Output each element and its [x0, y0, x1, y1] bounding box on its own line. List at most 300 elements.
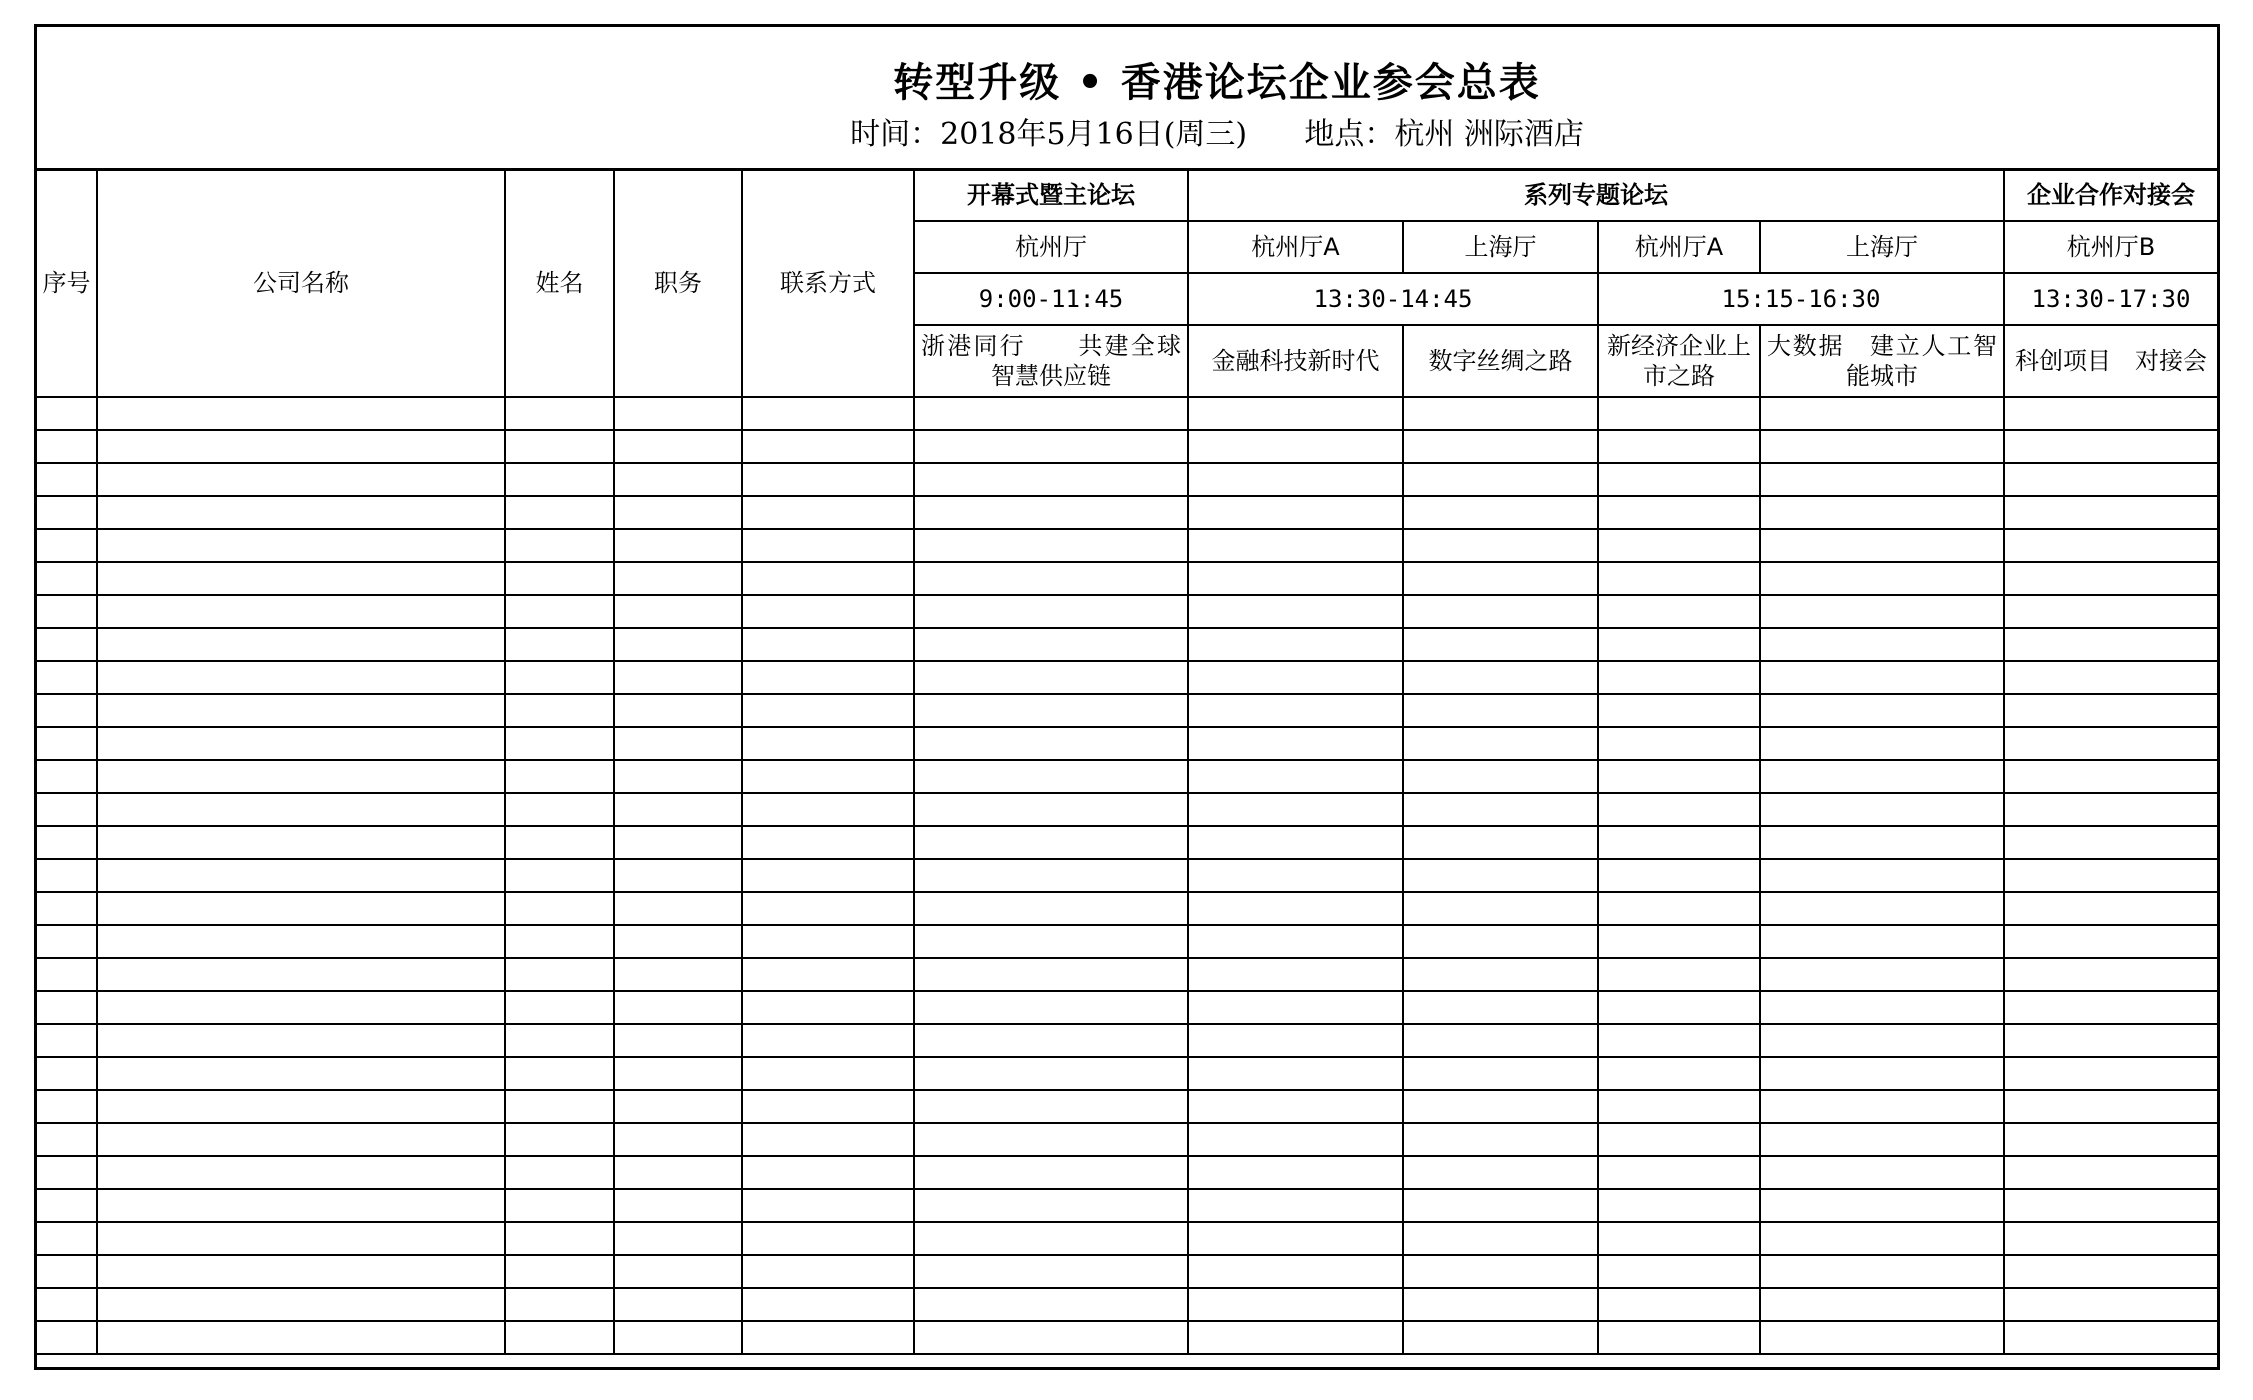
cell-position[interactable]: [614, 925, 742, 958]
cell-contact[interactable]: [742, 826, 914, 859]
cell-fintech[interactable]: [1188, 397, 1403, 430]
cell-fintech[interactable]: [1188, 859, 1403, 892]
cell-ipo[interactable]: [1598, 760, 1760, 793]
cell-silk-road[interactable]: [1403, 430, 1598, 463]
cell-ipo[interactable]: [1598, 1156, 1760, 1189]
cell-opening[interactable]: [914, 463, 1188, 496]
cell-name[interactable]: [505, 727, 614, 760]
cell-fintech[interactable]: [1188, 1090, 1403, 1123]
cell-contact[interactable]: [742, 628, 914, 661]
cell-silk-road[interactable]: [1403, 1123, 1598, 1156]
cell-seq[interactable]: [37, 1156, 97, 1189]
cell-contact[interactable]: [742, 661, 914, 694]
cell-seq[interactable]: [37, 1057, 97, 1090]
cell-position[interactable]: [614, 727, 742, 760]
cell-matching[interactable]: [2004, 496, 2217, 529]
cell-ai-city[interactable]: [1760, 463, 2004, 496]
cell-ai-city[interactable]: [1760, 925, 2004, 958]
cell-ai-city[interactable]: [1760, 661, 2004, 694]
cell-company[interactable]: [97, 562, 505, 595]
cell-ipo[interactable]: [1598, 892, 1760, 925]
cell-ai-city[interactable]: [1760, 1222, 2004, 1255]
cell-silk-road[interactable]: [1403, 760, 1598, 793]
cell-silk-road[interactable]: [1403, 859, 1598, 892]
cell-position[interactable]: [614, 1222, 742, 1255]
cell-silk-road[interactable]: [1403, 1255, 1598, 1288]
cell-company[interactable]: [97, 661, 505, 694]
cell-ipo[interactable]: [1598, 925, 1760, 958]
cell-matching[interactable]: [2004, 430, 2217, 463]
cell-silk-road[interactable]: [1403, 661, 1598, 694]
cell-opening[interactable]: [914, 826, 1188, 859]
cell-silk-road[interactable]: [1403, 463, 1598, 496]
cell-seq[interactable]: [37, 463, 97, 496]
cell-position[interactable]: [614, 661, 742, 694]
cell-contact[interactable]: [742, 595, 914, 628]
cell-fintech[interactable]: [1188, 1057, 1403, 1090]
cell-ipo[interactable]: [1598, 1189, 1760, 1222]
cell-seq[interactable]: [37, 958, 97, 991]
cell-ipo[interactable]: [1598, 1057, 1760, 1090]
cell-opening[interactable]: [914, 496, 1188, 529]
cell-silk-road[interactable]: [1403, 1288, 1598, 1321]
cell-ipo[interactable]: [1598, 1222, 1760, 1255]
cell-fintech[interactable]: [1188, 1288, 1403, 1321]
cell-silk-road[interactable]: [1403, 991, 1598, 1024]
cell-ipo[interactable]: [1598, 1288, 1760, 1321]
cell-fintech[interactable]: [1188, 760, 1403, 793]
cell-fintech[interactable]: [1188, 1189, 1403, 1222]
cell-ipo[interactable]: [1598, 859, 1760, 892]
cell-ai-city[interactable]: [1760, 1090, 2004, 1123]
cell-opening[interactable]: [914, 562, 1188, 595]
cell-silk-road[interactable]: [1403, 727, 1598, 760]
cell-ai-city[interactable]: [1760, 826, 2004, 859]
cell-contact[interactable]: [742, 1321, 914, 1354]
cell-company[interactable]: [97, 529, 505, 562]
cell-company[interactable]: [97, 628, 505, 661]
cell-name[interactable]: [505, 430, 614, 463]
cell-ai-city[interactable]: [1760, 1057, 2004, 1090]
cell-matching[interactable]: [2004, 991, 2217, 1024]
cell-contact[interactable]: [742, 958, 914, 991]
cell-fintech[interactable]: [1188, 1024, 1403, 1057]
cell-ai-city[interactable]: [1760, 529, 2004, 562]
cell-ai-city[interactable]: [1760, 430, 2004, 463]
cell-opening[interactable]: [914, 1057, 1188, 1090]
cell-position[interactable]: [614, 1024, 742, 1057]
cell-position[interactable]: [614, 892, 742, 925]
cell-silk-road[interactable]: [1403, 397, 1598, 430]
cell-matching[interactable]: [2004, 958, 2217, 991]
cell-contact[interactable]: [742, 1189, 914, 1222]
cell-opening[interactable]: [914, 991, 1188, 1024]
cell-company[interactable]: [97, 1288, 505, 1321]
cell-silk-road[interactable]: [1403, 892, 1598, 925]
cell-company[interactable]: [97, 1090, 505, 1123]
cell-company[interactable]: [97, 925, 505, 958]
cell-name[interactable]: [505, 1288, 614, 1321]
cell-name[interactable]: [505, 991, 614, 1024]
cell-matching[interactable]: [2004, 397, 2217, 430]
cell-fintech[interactable]: [1188, 562, 1403, 595]
cell-opening[interactable]: [914, 1156, 1188, 1189]
cell-ai-city[interactable]: [1760, 727, 2004, 760]
cell-position[interactable]: [614, 1255, 742, 1288]
cell-seq[interactable]: [37, 859, 97, 892]
cell-name[interactable]: [505, 1090, 614, 1123]
cell-fintech[interactable]: [1188, 958, 1403, 991]
cell-contact[interactable]: [742, 1090, 914, 1123]
cell-ipo[interactable]: [1598, 1123, 1760, 1156]
cell-seq[interactable]: [37, 1288, 97, 1321]
cell-matching[interactable]: [2004, 727, 2217, 760]
cell-seq[interactable]: [37, 694, 97, 727]
cell-seq[interactable]: [37, 727, 97, 760]
cell-company[interactable]: [97, 1057, 505, 1090]
cell-contact[interactable]: [742, 496, 914, 529]
cell-silk-road[interactable]: [1403, 1156, 1598, 1189]
cell-company[interactable]: [97, 760, 505, 793]
cell-seq[interactable]: [37, 595, 97, 628]
cell-ai-city[interactable]: [1760, 1255, 2004, 1288]
cell-fintech[interactable]: [1188, 661, 1403, 694]
cell-ipo[interactable]: [1598, 496, 1760, 529]
cell-opening[interactable]: [914, 727, 1188, 760]
cell-contact[interactable]: [742, 1288, 914, 1321]
cell-contact[interactable]: [742, 925, 914, 958]
cell-company[interactable]: [97, 463, 505, 496]
cell-opening[interactable]: [914, 1255, 1188, 1288]
cell-name[interactable]: [505, 529, 614, 562]
cell-seq[interactable]: [37, 562, 97, 595]
cell-name[interactable]: [505, 1255, 614, 1288]
cell-position[interactable]: [614, 694, 742, 727]
cell-ai-city[interactable]: [1760, 628, 2004, 661]
cell-contact[interactable]: [742, 1222, 914, 1255]
cell-fintech[interactable]: [1188, 925, 1403, 958]
cell-fintech[interactable]: [1188, 694, 1403, 727]
cell-matching[interactable]: [2004, 661, 2217, 694]
cell-name[interactable]: [505, 463, 614, 496]
cell-fintech[interactable]: [1188, 529, 1403, 562]
cell-contact[interactable]: [742, 1057, 914, 1090]
cell-ai-city[interactable]: [1760, 760, 2004, 793]
cell-position[interactable]: [614, 562, 742, 595]
cell-matching[interactable]: [2004, 628, 2217, 661]
cell-name[interactable]: [505, 1123, 614, 1156]
cell-ipo[interactable]: [1598, 694, 1760, 727]
cell-ipo[interactable]: [1598, 562, 1760, 595]
cell-opening[interactable]: [914, 595, 1188, 628]
cell-opening[interactable]: [914, 430, 1188, 463]
cell-contact[interactable]: [742, 562, 914, 595]
cell-company[interactable]: [97, 826, 505, 859]
cell-company[interactable]: [97, 859, 505, 892]
cell-ipo[interactable]: [1598, 793, 1760, 826]
cell-ai-city[interactable]: [1760, 793, 2004, 826]
cell-matching[interactable]: [2004, 892, 2217, 925]
cell-position[interactable]: [614, 1057, 742, 1090]
cell-opening[interactable]: [914, 859, 1188, 892]
cell-opening[interactable]: [914, 1189, 1188, 1222]
cell-seq[interactable]: [37, 628, 97, 661]
cell-matching[interactable]: [2004, 595, 2217, 628]
cell-fintech[interactable]: [1188, 1156, 1403, 1189]
cell-ai-city[interactable]: [1760, 1123, 2004, 1156]
cell-opening[interactable]: [914, 925, 1188, 958]
cell-position[interactable]: [614, 1288, 742, 1321]
cell-ai-city[interactable]: [1760, 595, 2004, 628]
cell-ai-city[interactable]: [1760, 958, 2004, 991]
cell-silk-road[interactable]: [1403, 1024, 1598, 1057]
cell-silk-road[interactable]: [1403, 826, 1598, 859]
cell-position[interactable]: [614, 496, 742, 529]
cell-ipo[interactable]: [1598, 628, 1760, 661]
cell-position[interactable]: [614, 595, 742, 628]
cell-silk-road[interactable]: [1403, 793, 1598, 826]
cell-seq[interactable]: [37, 397, 97, 430]
cell-company[interactable]: [97, 991, 505, 1024]
cell-ipo[interactable]: [1598, 1321, 1760, 1354]
cell-seq[interactable]: [37, 991, 97, 1024]
cell-company[interactable]: [97, 727, 505, 760]
cell-ipo[interactable]: [1598, 727, 1760, 760]
cell-ai-city[interactable]: [1760, 496, 2004, 529]
cell-name[interactable]: [505, 661, 614, 694]
cell-company[interactable]: [97, 430, 505, 463]
cell-name[interactable]: [505, 496, 614, 529]
cell-ipo[interactable]: [1598, 991, 1760, 1024]
cell-fintech[interactable]: [1188, 1123, 1403, 1156]
cell-fintech[interactable]: [1188, 1321, 1403, 1354]
cell-opening[interactable]: [914, 1123, 1188, 1156]
cell-opening[interactable]: [914, 1024, 1188, 1057]
cell-company[interactable]: [97, 1321, 505, 1354]
cell-company[interactable]: [97, 793, 505, 826]
cell-fintech[interactable]: [1188, 991, 1403, 1024]
cell-silk-road[interactable]: [1403, 925, 1598, 958]
cell-silk-road[interactable]: [1403, 1189, 1598, 1222]
cell-fintech[interactable]: [1188, 595, 1403, 628]
cell-position[interactable]: [614, 991, 742, 1024]
cell-position[interactable]: [614, 628, 742, 661]
cell-ipo[interactable]: [1598, 529, 1760, 562]
cell-ai-city[interactable]: [1760, 892, 2004, 925]
cell-contact[interactable]: [742, 529, 914, 562]
cell-position[interactable]: [614, 1321, 742, 1354]
cell-name[interactable]: [505, 595, 614, 628]
cell-name[interactable]: [505, 925, 614, 958]
cell-company[interactable]: [97, 496, 505, 529]
cell-matching[interactable]: [2004, 1024, 2217, 1057]
cell-seq[interactable]: [37, 529, 97, 562]
cell-seq[interactable]: [37, 793, 97, 826]
cell-fintech[interactable]: [1188, 628, 1403, 661]
cell-matching[interactable]: [2004, 1156, 2217, 1189]
cell-seq[interactable]: [37, 1222, 97, 1255]
cell-matching[interactable]: [2004, 760, 2217, 793]
cell-opening[interactable]: [914, 661, 1188, 694]
cell-contact[interactable]: [742, 430, 914, 463]
cell-ipo[interactable]: [1598, 595, 1760, 628]
cell-silk-road[interactable]: [1403, 595, 1598, 628]
cell-seq[interactable]: [37, 925, 97, 958]
cell-ai-city[interactable]: [1760, 1189, 2004, 1222]
cell-opening[interactable]: [914, 793, 1188, 826]
cell-contact[interactable]: [742, 727, 914, 760]
cell-position[interactable]: [614, 529, 742, 562]
cell-company[interactable]: [97, 694, 505, 727]
cell-ai-city[interactable]: [1760, 562, 2004, 595]
cell-company[interactable]: [97, 397, 505, 430]
cell-silk-road[interactable]: [1403, 958, 1598, 991]
cell-position[interactable]: [614, 1123, 742, 1156]
cell-opening[interactable]: [914, 892, 1188, 925]
cell-company[interactable]: [97, 1255, 505, 1288]
cell-ipo[interactable]: [1598, 826, 1760, 859]
cell-name[interactable]: [505, 1156, 614, 1189]
cell-contact[interactable]: [742, 1255, 914, 1288]
cell-matching[interactable]: [2004, 1189, 2217, 1222]
cell-matching[interactable]: [2004, 1321, 2217, 1354]
cell-company[interactable]: [97, 958, 505, 991]
cell-seq[interactable]: [37, 430, 97, 463]
cell-ai-city[interactable]: [1760, 1024, 2004, 1057]
cell-contact[interactable]: [742, 463, 914, 496]
cell-contact[interactable]: [742, 991, 914, 1024]
cell-position[interactable]: [614, 430, 742, 463]
cell-position[interactable]: [614, 793, 742, 826]
cell-position[interactable]: [614, 958, 742, 991]
cell-contact[interactable]: [742, 793, 914, 826]
cell-silk-road[interactable]: [1403, 628, 1598, 661]
cell-company[interactable]: [97, 595, 505, 628]
cell-seq[interactable]: [37, 661, 97, 694]
cell-matching[interactable]: [2004, 1255, 2217, 1288]
cell-opening[interactable]: [914, 529, 1188, 562]
cell-matching[interactable]: [2004, 1057, 2217, 1090]
cell-contact[interactable]: [742, 694, 914, 727]
cell-silk-road[interactable]: [1403, 1057, 1598, 1090]
cell-position[interactable]: [614, 826, 742, 859]
cell-opening[interactable]: [914, 1321, 1188, 1354]
cell-seq[interactable]: [37, 1024, 97, 1057]
cell-company[interactable]: [97, 1222, 505, 1255]
cell-position[interactable]: [614, 859, 742, 892]
cell-fintech[interactable]: [1188, 892, 1403, 925]
cell-seq[interactable]: [37, 760, 97, 793]
cell-seq[interactable]: [37, 1189, 97, 1222]
cell-name[interactable]: [505, 760, 614, 793]
cell-name[interactable]: [505, 892, 614, 925]
cell-name[interactable]: [505, 793, 614, 826]
cell-opening[interactable]: [914, 760, 1188, 793]
cell-contact[interactable]: [742, 397, 914, 430]
cell-ai-city[interactable]: [1760, 1321, 2004, 1354]
cell-company[interactable]: [97, 1024, 505, 1057]
cell-contact[interactable]: [742, 1024, 914, 1057]
cell-seq[interactable]: [37, 1255, 97, 1288]
cell-ai-city[interactable]: [1760, 694, 2004, 727]
cell-silk-road[interactable]: [1403, 529, 1598, 562]
cell-position[interactable]: [614, 1189, 742, 1222]
cell-matching[interactable]: [2004, 925, 2217, 958]
cell-position[interactable]: [614, 397, 742, 430]
cell-name[interactable]: [505, 1321, 614, 1354]
cell-company[interactable]: [97, 1123, 505, 1156]
cell-contact[interactable]: [742, 892, 914, 925]
cell-matching[interactable]: [2004, 1222, 2217, 1255]
cell-matching[interactable]: [2004, 1288, 2217, 1321]
cell-contact[interactable]: [742, 1156, 914, 1189]
cell-matching[interactable]: [2004, 793, 2217, 826]
cell-name[interactable]: [505, 1057, 614, 1090]
cell-silk-road[interactable]: [1403, 1321, 1598, 1354]
cell-name[interactable]: [505, 1189, 614, 1222]
cell-ipo[interactable]: [1598, 463, 1760, 496]
cell-name[interactable]: [505, 397, 614, 430]
cell-silk-road[interactable]: [1403, 694, 1598, 727]
cell-matching[interactable]: [2004, 562, 2217, 595]
cell-fintech[interactable]: [1188, 1255, 1403, 1288]
cell-ai-city[interactable]: [1760, 991, 2004, 1024]
cell-seq[interactable]: [37, 892, 97, 925]
cell-opening[interactable]: [914, 694, 1188, 727]
cell-seq[interactable]: [37, 496, 97, 529]
cell-fintech[interactable]: [1188, 727, 1403, 760]
cell-contact[interactable]: [742, 760, 914, 793]
cell-position[interactable]: [614, 1090, 742, 1123]
cell-matching[interactable]: [2004, 529, 2217, 562]
cell-company[interactable]: [97, 1156, 505, 1189]
cell-company[interactable]: [97, 1189, 505, 1222]
cell-fintech[interactable]: [1188, 463, 1403, 496]
cell-company[interactable]: [97, 892, 505, 925]
cell-opening[interactable]: [914, 1222, 1188, 1255]
cell-contact[interactable]: [742, 859, 914, 892]
cell-ipo[interactable]: [1598, 397, 1760, 430]
cell-ai-city[interactable]: [1760, 1288, 2004, 1321]
cell-name[interactable]: [505, 859, 614, 892]
cell-ipo[interactable]: [1598, 1090, 1760, 1123]
cell-ai-city[interactable]: [1760, 859, 2004, 892]
cell-seq[interactable]: [37, 1123, 97, 1156]
cell-seq[interactable]: [37, 1321, 97, 1354]
cell-opening[interactable]: [914, 1288, 1188, 1321]
cell-silk-road[interactable]: [1403, 496, 1598, 529]
cell-seq[interactable]: [37, 826, 97, 859]
cell-silk-road[interactable]: [1403, 1222, 1598, 1255]
cell-contact[interactable]: [742, 1123, 914, 1156]
cell-position[interactable]: [614, 463, 742, 496]
cell-matching[interactable]: [2004, 859, 2217, 892]
cell-matching[interactable]: [2004, 1123, 2217, 1156]
cell-name[interactable]: [505, 628, 614, 661]
cell-ipo[interactable]: [1598, 1024, 1760, 1057]
cell-position[interactable]: [614, 760, 742, 793]
cell-ai-city[interactable]: [1760, 1156, 2004, 1189]
cell-name[interactable]: [505, 1222, 614, 1255]
cell-name[interactable]: [505, 958, 614, 991]
cell-name[interactable]: [505, 562, 614, 595]
cell-ai-city[interactable]: [1760, 397, 2004, 430]
cell-fintech[interactable]: [1188, 496, 1403, 529]
cell-ipo[interactable]: [1598, 958, 1760, 991]
cell-fintech[interactable]: [1188, 826, 1403, 859]
cell-fintech[interactable]: [1188, 793, 1403, 826]
cell-opening[interactable]: [914, 397, 1188, 430]
